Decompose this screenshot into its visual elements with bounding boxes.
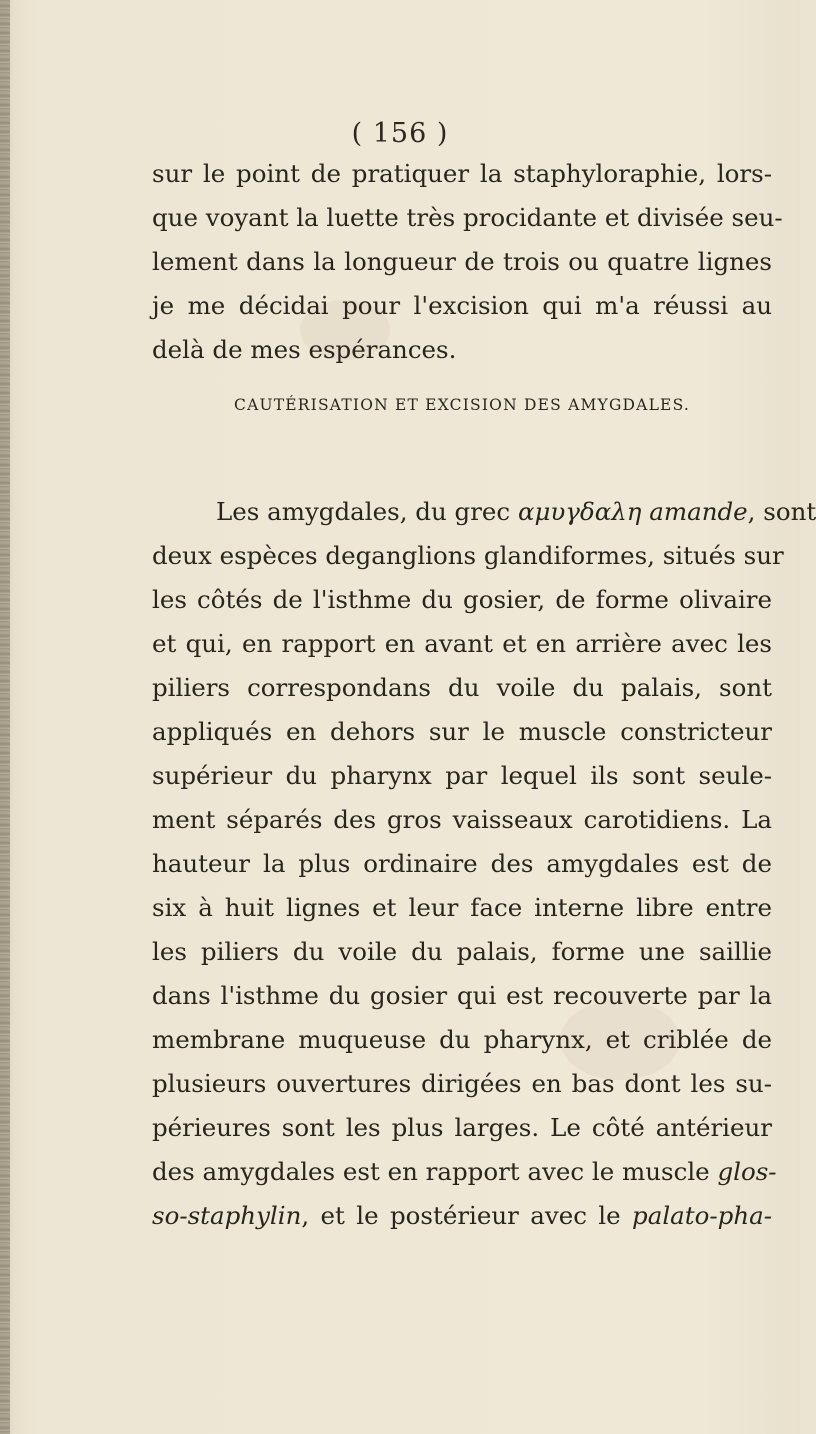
text-line: sur le point de pratiquer la staphyloraphie, lors- bbox=[152, 159, 772, 188]
text-line: appliqués en dehors sur le muscle constricteur bbox=[152, 717, 772, 746]
greek-word: αμυγδαλη bbox=[517, 497, 642, 526]
text-line: lement dans la longueur de trois ou quatre lignes bbox=[152, 247, 772, 276]
text-line: je me décidai pour l'excision qui m'a réussi au bbox=[152, 291, 772, 320]
text-line: plusieurs ouvertures dirigées en bas dont les su- bbox=[152, 1069, 772, 1098]
italic-word: palato-pha- bbox=[632, 1201, 772, 1230]
text-segment: des amygdales est en rapport avec le muscle bbox=[152, 1157, 710, 1186]
text-line: deux espèces deganglions glandiformes, situés sur bbox=[152, 541, 784, 570]
text-line: que voyant la luette très procidante et divisée seu- bbox=[152, 203, 783, 232]
text-line bbox=[152, 1194, 772, 1238]
text-line: membrane muqueuse du pharynx, et criblée de bbox=[152, 1025, 772, 1054]
text-segment: Les amygdales, du grec bbox=[216, 497, 511, 526]
italic-word: so-staphylin bbox=[152, 1201, 302, 1230]
text-line: supérieur du pharynx par lequel ils sont seule- bbox=[152, 761, 772, 790]
text-line: piliers correspondans du voile du palais, sont bbox=[152, 673, 772, 702]
text-line: hauteur la plus ordinaire des amygdales est de bbox=[152, 849, 772, 878]
page-binding-edge bbox=[0, 0, 10, 1434]
section-heading: CAUTÉRISATION ET EXCISION DES AMYGDALES. bbox=[234, 396, 690, 414]
text-line: les piliers du voile du palais, forme une saillie bbox=[152, 937, 772, 966]
text-line bbox=[152, 1150, 777, 1194]
text-line: dans l'isthme du gosier qui est recouverte par la bbox=[152, 981, 772, 1010]
italic-word: glos- bbox=[717, 1157, 777, 1186]
text-line: ment séparés des gros vaisseaux carotidiens. La bbox=[152, 805, 772, 834]
text-segment: , et le postérieur avec le bbox=[301, 1201, 621, 1230]
paragraph-1 bbox=[152, 152, 792, 372]
text-line: six à huit lignes et leur face interne libre entre bbox=[152, 893, 772, 922]
text-line: delà de mes espérances. bbox=[152, 335, 457, 364]
text-line: les côtés de l'isthme du gosier, de forme olivaire bbox=[152, 585, 772, 614]
page-number: ( 156 ) bbox=[351, 118, 449, 149]
text-line: périeures sont les plus larges. Le côté antérieur bbox=[152, 1113, 772, 1142]
text-line: et qui, en rapport en avant et en arrière avec les bbox=[152, 629, 772, 658]
text-segment: , sont bbox=[747, 497, 816, 526]
text-line bbox=[152, 490, 816, 534]
paragraph-2 bbox=[152, 490, 816, 1238]
italic-word: amande bbox=[649, 497, 748, 526]
